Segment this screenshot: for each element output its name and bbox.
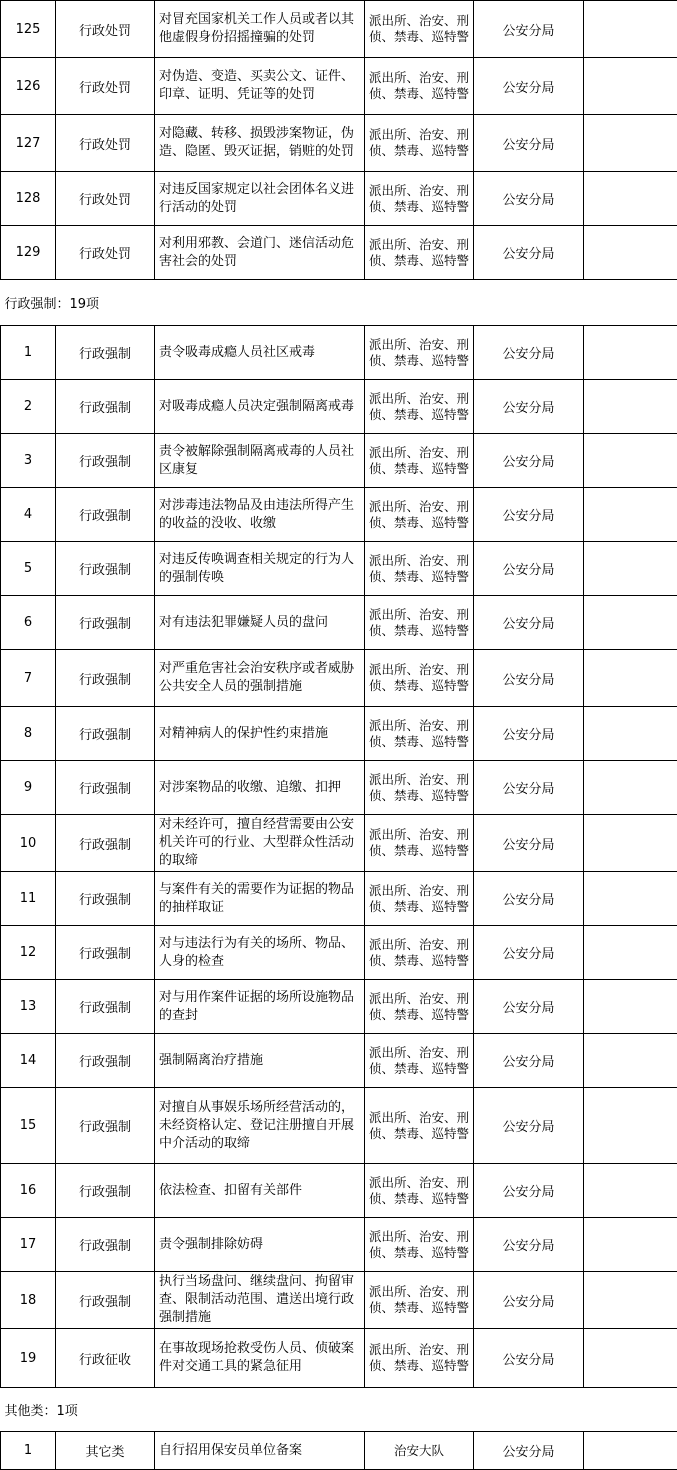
remarks-cell bbox=[584, 1, 677, 58]
remarks-cell bbox=[584, 380, 677, 434]
organization-cell: 公安分局 bbox=[474, 761, 584, 815]
row-number-cell: 13 bbox=[1, 980, 56, 1034]
category-cell: 行政征收 bbox=[56, 1329, 155, 1388]
remarks-cell bbox=[584, 761, 677, 815]
department-cell: 派出所、治安、刑侦、禁毒、巡特警 bbox=[365, 980, 474, 1034]
department-cell: 派出所、治安、刑侦、禁毒、巡特警 bbox=[365, 115, 474, 172]
category-cell: 行政处罚 bbox=[56, 1, 155, 58]
item-description-cell: 对严重危害社会治安秩序或者威胁公共安全人员的强制措施 bbox=[155, 650, 365, 707]
organization-cell: 公安分局 bbox=[474, 926, 584, 980]
table-row bbox=[1, 1329, 677, 1388]
item-description-cell: 对吸毒成瘾人员决定强制隔离戒毒 bbox=[155, 380, 365, 434]
item-description-cell: 对擅自从事娱乐场所经营活动的，未经资格认定、登记注册擅自开展中介活动的取缔 bbox=[155, 1088, 365, 1164]
row-number-cell: 4 bbox=[1, 488, 56, 542]
row-number-cell: 126 bbox=[1, 58, 56, 115]
organization-cell: 公安分局 bbox=[474, 650, 584, 707]
remarks-cell bbox=[584, 926, 677, 980]
organization-cell: 公安分局 bbox=[474, 872, 584, 926]
table-row bbox=[1, 1, 677, 58]
remarks-cell bbox=[584, 1034, 677, 1088]
remarks-cell bbox=[584, 872, 677, 926]
section-title: 其他类：1项 bbox=[1, 1388, 677, 1432]
table-row bbox=[1, 115, 677, 172]
category-cell: 行政强制 bbox=[56, 1272, 155, 1329]
organization-cell: 公安分局 bbox=[474, 1164, 584, 1218]
organization-cell: 公安分局 bbox=[474, 1432, 584, 1470]
table-row bbox=[1, 380, 677, 434]
item-description-cell: 对冒充国家机关工作人员或者以其他虚假身份招摇撞骗的处罚 bbox=[155, 1, 365, 58]
category-cell: 行政强制 bbox=[56, 707, 155, 761]
organization-cell: 公安分局 bbox=[474, 172, 584, 226]
item-description-cell: 责令被解除强制隔离戒毒的人员社区康复 bbox=[155, 434, 365, 488]
department-cell: 派出所、治安、刑侦、禁毒、巡特警 bbox=[365, 650, 474, 707]
category-cell: 行政强制 bbox=[56, 380, 155, 434]
remarks-cell bbox=[584, 1432, 677, 1470]
remarks-cell bbox=[584, 58, 677, 115]
table-row bbox=[1, 596, 677, 650]
department-cell: 派出所、治安、刑侦、禁毒、巡特警 bbox=[365, 1, 474, 58]
category-cell: 行政强制 bbox=[56, 1164, 155, 1218]
table-row bbox=[1, 1088, 677, 1164]
department-cell: 派出所、治安、刑侦、禁毒、巡特警 bbox=[365, 1272, 474, 1329]
row-number-cell: 129 bbox=[1, 226, 56, 280]
row-number-cell: 6 bbox=[1, 596, 56, 650]
section-header-row bbox=[1, 1388, 677, 1432]
row-number-cell: 15 bbox=[1, 1088, 56, 1164]
category-cell: 行政处罚 bbox=[56, 172, 155, 226]
organization-cell: 公安分局 bbox=[474, 380, 584, 434]
item-description-cell: 自行招用保安员单位备案 bbox=[155, 1432, 365, 1470]
organization-cell: 公安分局 bbox=[474, 1088, 584, 1164]
organization-cell: 公安分局 bbox=[474, 707, 584, 761]
organization-cell: 公安分局 bbox=[474, 1, 584, 58]
organization-cell: 公安分局 bbox=[474, 326, 584, 380]
organization-cell: 公安分局 bbox=[474, 1034, 584, 1088]
category-cell: 行政强制 bbox=[56, 488, 155, 542]
row-number-cell: 1 bbox=[1, 1432, 56, 1470]
item-description-cell: 对违反传唤调查相关规定的行为人的强制传唤 bbox=[155, 542, 365, 596]
remarks-cell bbox=[584, 488, 677, 542]
item-description-cell: 对与违法行为有关的场所、物品、人身的检查 bbox=[155, 926, 365, 980]
department-cell: 派出所、治安、刑侦、禁毒、巡特警 bbox=[365, 1329, 474, 1388]
item-description-cell: 执行当场盘问、继续盘问、拘留审查、限制活动范围、遣送出境行政强制措施 bbox=[155, 1272, 365, 1329]
remarks-cell bbox=[584, 1329, 677, 1388]
table-row bbox=[1, 707, 677, 761]
department-cell: 派出所、治安、刑侦、禁毒、巡特警 bbox=[365, 707, 474, 761]
item-description-cell: 对涉案物品的收缴、追缴、扣押 bbox=[155, 761, 365, 815]
item-description-cell: 对精神病人的保护性约束措施 bbox=[155, 707, 365, 761]
department-cell: 派出所、治安、刑侦、禁毒、巡特警 bbox=[365, 380, 474, 434]
table-row bbox=[1, 326, 677, 380]
table-row bbox=[1, 226, 677, 280]
table-row bbox=[1, 872, 677, 926]
table-row bbox=[1, 1432, 677, 1470]
category-cell: 行政处罚 bbox=[56, 58, 155, 115]
item-description-cell: 对违反国家规定以社会团体名义进行活动的处罚 bbox=[155, 172, 365, 226]
department-cell: 派出所、治安、刑侦、禁毒、巡特警 bbox=[365, 542, 474, 596]
department-cell: 派出所、治安、刑侦、禁毒、巡特警 bbox=[365, 434, 474, 488]
organization-cell: 公安分局 bbox=[474, 58, 584, 115]
category-cell: 行政强制 bbox=[56, 980, 155, 1034]
category-cell: 行政强制 bbox=[56, 1088, 155, 1164]
item-description-cell: 对隐藏、转移、损毁涉案物证，伪造、隐匿、毁灭证据，销赃的处罚 bbox=[155, 115, 365, 172]
department-cell: 派出所、治安、刑侦、禁毒、巡特警 bbox=[365, 872, 474, 926]
organization-cell: 公安分局 bbox=[474, 1272, 584, 1329]
row-number-cell: 17 bbox=[1, 1218, 56, 1272]
remarks-cell bbox=[584, 434, 677, 488]
item-description-cell: 强制隔离治疗措施 bbox=[155, 1034, 365, 1088]
item-description-cell: 对有违法犯罪嫌疑人员的盘问 bbox=[155, 596, 365, 650]
category-cell: 行政强制 bbox=[56, 761, 155, 815]
row-number-cell: 11 bbox=[1, 872, 56, 926]
row-number-cell: 14 bbox=[1, 1034, 56, 1088]
table-row bbox=[1, 1218, 677, 1272]
table-row bbox=[1, 434, 677, 488]
remarks-cell bbox=[584, 707, 677, 761]
table-row bbox=[1, 1272, 677, 1329]
item-description-cell: 在事故现场抢救受伤人员、侦破案件对交通工具的紧急征用 bbox=[155, 1329, 365, 1388]
category-cell: 行政强制 bbox=[56, 596, 155, 650]
category-cell: 行政处罚 bbox=[56, 115, 155, 172]
category-cell: 行政强制 bbox=[56, 815, 155, 872]
remarks-cell bbox=[584, 815, 677, 872]
department-cell: 治安大队 bbox=[365, 1432, 474, 1470]
category-cell: 行政强制 bbox=[56, 434, 155, 488]
item-description-cell: 对涉毒违法物品及由违法所得产生的收益的没收、收缴 bbox=[155, 488, 365, 542]
organization-cell: 公安分局 bbox=[474, 488, 584, 542]
row-number-cell: 16 bbox=[1, 1164, 56, 1218]
row-number-cell: 10 bbox=[1, 815, 56, 872]
department-cell: 派出所、治安、刑侦、禁毒、巡特警 bbox=[365, 326, 474, 380]
table-row bbox=[1, 172, 677, 226]
row-number-cell: 9 bbox=[1, 761, 56, 815]
organization-cell: 公安分局 bbox=[474, 226, 584, 280]
remarks-cell bbox=[584, 1272, 677, 1329]
organization-cell: 公安分局 bbox=[474, 1329, 584, 1388]
table-row bbox=[1, 980, 677, 1034]
table-body bbox=[1, 1, 677, 1470]
department-cell: 派出所、治安、刑侦、禁毒、巡特警 bbox=[365, 58, 474, 115]
category-cell: 行政强制 bbox=[56, 326, 155, 380]
item-description-cell: 责令强制排除妨碍 bbox=[155, 1218, 365, 1272]
remarks-cell bbox=[584, 326, 677, 380]
row-number-cell: 8 bbox=[1, 707, 56, 761]
department-cell: 派出所、治安、刑侦、禁毒、巡特警 bbox=[365, 761, 474, 815]
department-cell: 派出所、治安、刑侦、禁毒、巡特警 bbox=[365, 1218, 474, 1272]
remarks-cell bbox=[584, 226, 677, 280]
category-cell: 行政强制 bbox=[56, 872, 155, 926]
table-row bbox=[1, 926, 677, 980]
category-cell: 行政强制 bbox=[56, 542, 155, 596]
remarks-cell bbox=[584, 1088, 677, 1164]
item-description-cell: 对与用作案件证据的场所设施物品的查封 bbox=[155, 980, 365, 1034]
table-row bbox=[1, 815, 677, 872]
row-number-cell: 128 bbox=[1, 172, 56, 226]
item-description-cell: 与案件有关的需要作为证据的物品的抽样取证 bbox=[155, 872, 365, 926]
remarks-cell bbox=[584, 172, 677, 226]
department-cell: 派出所、治安、刑侦、禁毒、巡特警 bbox=[365, 926, 474, 980]
table-row bbox=[1, 488, 677, 542]
row-number-cell: 1 bbox=[1, 326, 56, 380]
category-cell: 行政强制 bbox=[56, 1034, 155, 1088]
organization-cell: 公安分局 bbox=[474, 980, 584, 1034]
section-title: 行政强制：19项 bbox=[1, 280, 677, 326]
table-row bbox=[1, 650, 677, 707]
category-cell: 行政处罚 bbox=[56, 226, 155, 280]
remarks-cell bbox=[584, 115, 677, 172]
remarks-cell bbox=[584, 1164, 677, 1218]
remarks-cell bbox=[584, 980, 677, 1034]
category-cell: 行政强制 bbox=[56, 1218, 155, 1272]
remarks-cell bbox=[584, 650, 677, 707]
item-description-cell: 责令吸毒成瘾人员社区戒毒 bbox=[155, 326, 365, 380]
department-cell: 派出所、治安、刑侦、禁毒、巡特警 bbox=[365, 488, 474, 542]
remarks-cell bbox=[584, 1218, 677, 1272]
row-number-cell: 127 bbox=[1, 115, 56, 172]
row-number-cell: 125 bbox=[1, 1, 56, 58]
department-cell: 派出所、治安、刑侦、禁毒、巡特警 bbox=[365, 226, 474, 280]
row-number-cell: 19 bbox=[1, 1329, 56, 1388]
table-row bbox=[1, 542, 677, 596]
row-number-cell: 3 bbox=[1, 434, 56, 488]
organization-cell: 公安分局 bbox=[474, 434, 584, 488]
organization-cell: 公安分局 bbox=[474, 115, 584, 172]
category-cell: 行政强制 bbox=[56, 926, 155, 980]
organization-cell: 公安分局 bbox=[474, 1218, 584, 1272]
category-cell: 其它类 bbox=[56, 1432, 155, 1470]
remarks-cell bbox=[584, 542, 677, 596]
department-cell: 派出所、治安、刑侦、禁毒、巡特警 bbox=[365, 172, 474, 226]
table-row bbox=[1, 1034, 677, 1088]
item-description-cell: 对利用邪教、会道门、迷信活动危害社会的处罚 bbox=[155, 226, 365, 280]
item-description-cell: 对未经许可，擅自经营需要由公安机关许可的行业、大型群众性活动的取缔 bbox=[155, 815, 365, 872]
department-cell: 派出所、治安、刑侦、禁毒、巡特警 bbox=[365, 596, 474, 650]
table-row bbox=[1, 58, 677, 115]
item-description-cell: 对伪造、变造、买卖公文、证件、印章、证明、凭证等的处罚 bbox=[155, 58, 365, 115]
department-cell: 派出所、治安、刑侦、禁毒、巡特警 bbox=[365, 1088, 474, 1164]
section-header-row bbox=[1, 280, 677, 326]
row-number-cell: 7 bbox=[1, 650, 56, 707]
table-row bbox=[1, 761, 677, 815]
department-cell: 派出所、治安、刑侦、禁毒、巡特警 bbox=[365, 815, 474, 872]
department-cell: 派出所、治安、刑侦、禁毒、巡特警 bbox=[365, 1164, 474, 1218]
row-number-cell: 18 bbox=[1, 1272, 56, 1329]
table-row bbox=[1, 1164, 677, 1218]
row-number-cell: 2 bbox=[1, 380, 56, 434]
row-number-cell: 12 bbox=[1, 926, 56, 980]
row-number-cell: 5 bbox=[1, 542, 56, 596]
category-cell: 行政强制 bbox=[56, 650, 155, 707]
remarks-cell bbox=[584, 596, 677, 650]
organization-cell: 公安分局 bbox=[474, 596, 584, 650]
organization-cell: 公安分局 bbox=[474, 815, 584, 872]
department-cell: 派出所、治安、刑侦、禁毒、巡特警 bbox=[365, 1034, 474, 1088]
organization-cell: 公安分局 bbox=[474, 542, 584, 596]
item-description-cell: 依法检查、扣留有关部件 bbox=[155, 1164, 365, 1218]
